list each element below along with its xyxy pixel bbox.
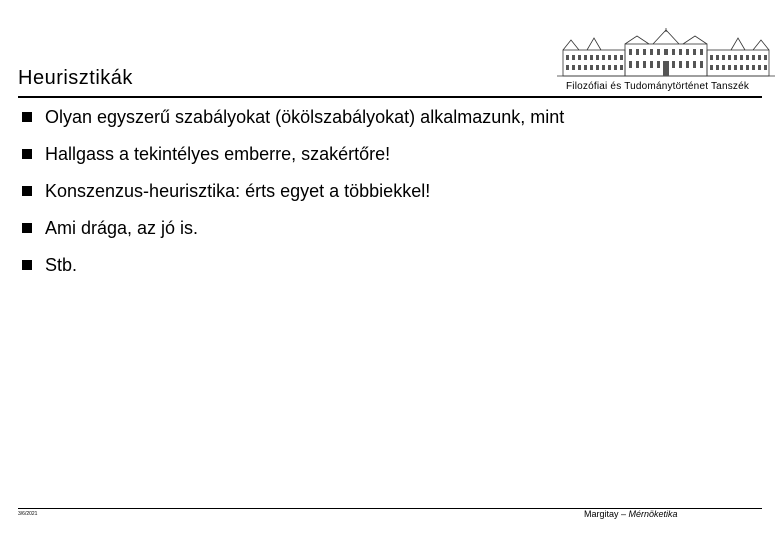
university-building-icon [557,28,775,80]
square-bullet-icon [22,112,32,122]
footer-course: Mérnöketika [628,509,678,519]
bullet-text: Olyan egyszerű szabályokat (ökölszabályokat) alkalmazunk, mint [45,107,565,127]
footer-author: Margitay – [584,509,629,519]
square-bullet-icon [22,223,32,233]
footer-date: 3/6/2021 [18,511,38,517]
square-bullet-icon [22,149,32,159]
bullet-text: Stb. [45,255,78,275]
department-caption: Filozófiai és Tudománytörténet Tanszék [566,81,750,92]
square-bullet-icon [22,186,32,196]
bullet-text: Konszenzus-heurisztika: érts egyet a többiekkel! [45,181,431,201]
bullet-text: Hallgass a tekintélyes emberre, szakértőre! [45,144,391,164]
footer-credit [584,509,678,520]
bullet-text: Ami drága, az jó is. [45,218,199,238]
header-divider [18,96,762,98]
square-bullet-icon [22,260,32,270]
slide-title: Heurisztikák [18,67,133,89]
